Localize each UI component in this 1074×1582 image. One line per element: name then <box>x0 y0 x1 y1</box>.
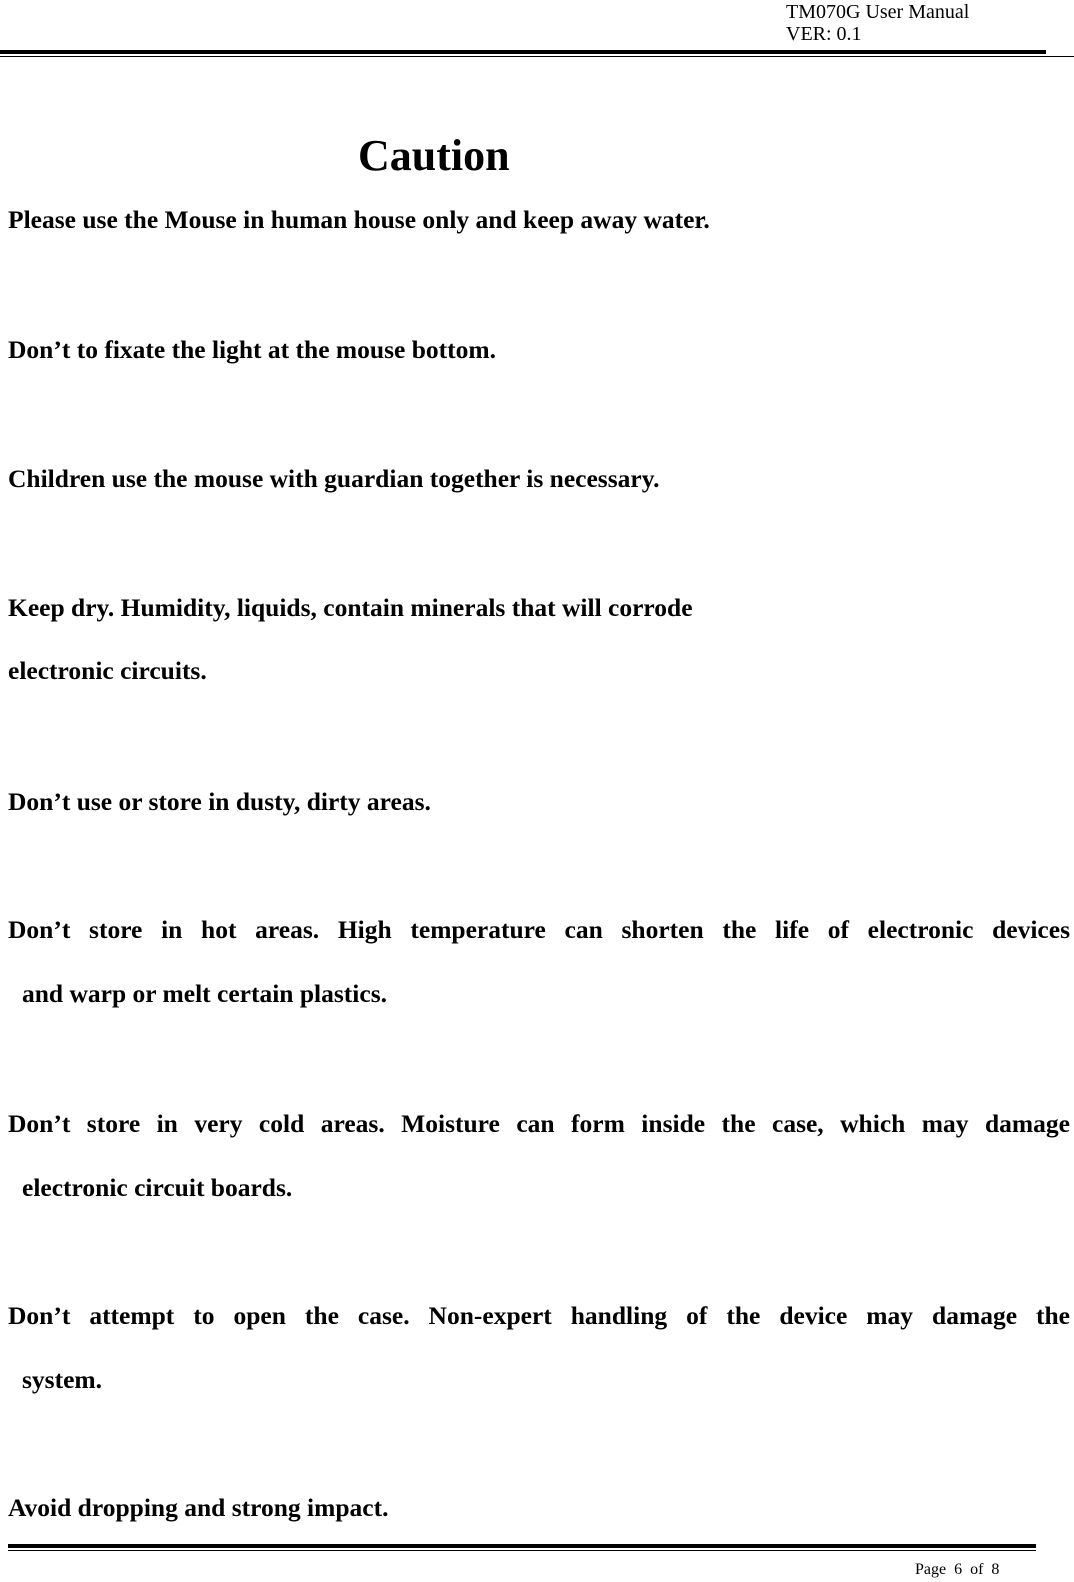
header-divider-thin <box>0 56 1074 57</box>
caution-item-hot-cont: and warp or melt certain plastics. <box>22 979 387 1008</box>
page-number: Page 6 of 8 <box>915 1561 1000 1578</box>
caution-item-keep-dry-cont: electronic circuits. <box>8 656 207 685</box>
caution-item-dusty: Don’t use or store in dusty, dirty areas. <box>8 787 431 816</box>
footer-divider <box>8 1544 1036 1548</box>
caution-item-hot: Don’t store in hot areas. High temperature can shorten the life of electronic devices <box>8 915 1070 944</box>
page-title: Caution <box>358 131 510 180</box>
caution-item-dropping: Avoid dropping and strong impact. <box>8 1493 389 1522</box>
caution-item-light: Don’t to fixate the light at the mouse bottom. <box>8 335 496 364</box>
caution-item-children: Children use the mouse with guardian together is necessary. <box>8 464 660 493</box>
caution-item-open-case: Don’t attempt to open the case. Non-expert handling of the device may damage the <box>8 1301 1070 1330</box>
footer-divider-thin <box>8 1550 1036 1551</box>
caution-item-keep-dry: Keep dry. Humidity, liquids, contain minerals that will corrode <box>8 593 693 622</box>
caution-item-cold: Don’t store in very cold areas. Moisture can form inside the case, which may damage <box>8 1109 1070 1138</box>
manual-title: TM070G User Manual <box>786 1 970 23</box>
caution-item-open-case-cont: system. <box>22 1365 103 1394</box>
caution-item-water: Please use the Mouse in human house only and keep away water. <box>8 205 710 234</box>
header-divider <box>0 50 1046 54</box>
caution-item-cold-cont: electronic circuit boards. <box>22 1173 293 1202</box>
manual-version: VER: 0.1 <box>786 23 862 45</box>
